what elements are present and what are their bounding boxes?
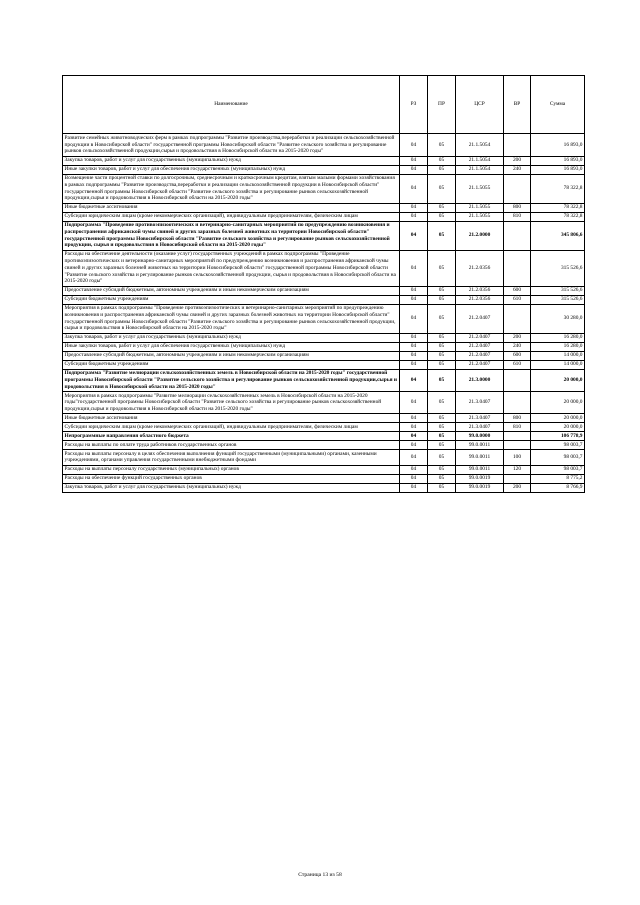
cell-pr: 05 — [428, 203, 456, 212]
cell-name: Субсидии юридическим лицам (кроме некоммерческих организаций), индивидуальным предпринимателям, физическим лицам — [63, 423, 400, 432]
cell-rz: 04 — [400, 391, 428, 413]
cell-sum: 16 280,0 — [531, 342, 585, 351]
table-row — [63, 474, 585, 483]
cell-vr — [504, 221, 531, 250]
table-row — [63, 391, 585, 413]
cell-rz: 04 — [400, 203, 428, 212]
cell-rz: 04 — [400, 465, 428, 474]
cell-vr — [504, 174, 531, 203]
cell-rz: 04 — [400, 360, 428, 369]
cell-pr: 05 — [428, 465, 456, 474]
cell-sum: 20 000,0 — [531, 423, 585, 432]
cell-csr: 21.3.0407 — [456, 423, 504, 432]
table-row — [63, 432, 585, 441]
cell-name: Закупка товаров, работ и услуг для государственных (муниципальных) нужд — [63, 156, 400, 165]
cell-rz: 04 — [400, 134, 428, 156]
table-row — [63, 134, 585, 156]
cell-csr: 21.2.0407 — [456, 360, 504, 369]
cell-sum: 345 806,6 — [531, 221, 585, 250]
cell-name: Предоставление субсидий бюджетным, автономным учреждениям и иным некоммерческим организациям — [63, 286, 400, 295]
table-row — [63, 360, 585, 369]
cell-sum: 20 000,0 — [531, 391, 585, 413]
cell-vr: 600 — [504, 286, 531, 295]
cell-vr — [504, 304, 531, 333]
table-row — [63, 174, 585, 203]
cell-csr: 21.2.0407 — [456, 342, 504, 351]
table-row — [63, 250, 585, 286]
cell-name: Расходы на обеспечение функций государственных органов — [63, 474, 400, 483]
cell-rz: 04 — [400, 212, 428, 221]
cell-sum: 20 000,0 — [531, 414, 585, 423]
cell-pr: 05 — [428, 351, 456, 360]
cell-rz: 04 — [400, 414, 428, 423]
cell-csr: 21.2.0000 — [456, 221, 504, 250]
cell-vr — [504, 474, 531, 483]
cell-vr: 100 — [504, 450, 531, 466]
cell-name: Субсидии бюджетным учреждениям — [63, 360, 400, 369]
cell-sum: 78 322,8 — [531, 174, 585, 203]
cell-sum: 315 526,6 — [531, 250, 585, 286]
cell-csr: 99.0.0011 — [456, 441, 504, 450]
cell-csr: 99.0.0011 — [456, 450, 504, 466]
cell-sum: 20 000,0 — [531, 369, 585, 391]
cell-csr: 21.1.5054 — [456, 134, 504, 156]
cell-name: Расходы на выплаты персоналу в целях обеспечения выполнения функций государственными (муниципальными) органами, казенными учреждениями, органами управления государственными внебюджетными фондами — [63, 450, 400, 466]
cell-rz: 04 — [400, 423, 428, 432]
cell-pr: 05 — [428, 450, 456, 466]
cell-pr: 05 — [428, 441, 456, 450]
cell-csr: 21.2.0356 — [456, 286, 504, 295]
cell-pr: 05 — [428, 342, 456, 351]
table-row — [63, 342, 585, 351]
cell-pr: 05 — [428, 250, 456, 286]
cell-name: Иные бюджетные ассигнования — [63, 203, 400, 212]
table-row — [63, 304, 585, 333]
cell-vr: 800 — [504, 203, 531, 212]
cell-name: Субсидии юридическим лицам (кроме некоммерческих организаций), индивидуальным предпринимателям, физическим лицам — [63, 212, 400, 221]
cell-csr: 21.1.5055 — [456, 174, 504, 203]
cell-pr: 05 — [428, 414, 456, 423]
cell-pr: 05 — [428, 360, 456, 369]
table-row — [63, 450, 585, 466]
table-row — [63, 465, 585, 474]
cell-sum: 16 893,0 — [531, 165, 585, 174]
cell-name: Мероприятия в рамках подпрограммы "Проведение противоэпизоотических и ветеринарно-санитарных мероприятий по предупреждению возникновения и распространения африканской чумы свиней и других заразных болезней животных на территории Новосибирской области" государственной программы Новосибирской области "Развитие сельского хозяйства и регулирование рынков сельскохозяйственной продукции, сырья и продовольствия в Новосибирской области на 2015-2020 годы" — [63, 304, 400, 333]
cell-vr — [504, 250, 531, 286]
cell-rz: 04 — [400, 342, 428, 351]
cell-sum: 8 766,9 — [531, 483, 585, 492]
cell-name: Субсидии бюджетным учреждениям — [63, 295, 400, 304]
cell-sum: 16 280,0 — [531, 333, 585, 342]
page-number: Страница 13 из 58 — [298, 872, 342, 878]
cell-csr: 99.0.0019 — [456, 483, 504, 492]
table-row — [63, 212, 585, 221]
cell-sum: 78 322,8 — [531, 203, 585, 212]
table-header-row — [63, 76, 585, 134]
cell-csr: 21.1.5054 — [456, 156, 504, 165]
cell-vr: 810 — [504, 212, 531, 221]
cell-sum: 16 893,0 — [531, 134, 585, 156]
cell-pr: 05 — [428, 174, 456, 203]
cell-name: Непрограммные направления областного бюджета — [63, 432, 400, 441]
cell-csr: 21.2.0407 — [456, 333, 504, 342]
cell-vr: 200 — [504, 156, 531, 165]
cell-vr — [504, 134, 531, 156]
cell-csr: 21.3.0407 — [456, 414, 504, 423]
cell-pr: 05 — [428, 423, 456, 432]
cell-pr: 05 — [428, 212, 456, 221]
budget-table — [62, 75, 585, 493]
cell-csr: 21.1.5055 — [456, 203, 504, 212]
cell-name: Иные бюджетные ассигнования — [63, 414, 400, 423]
table-row — [63, 423, 585, 432]
cell-vr: 200 — [504, 333, 531, 342]
cell-vr: 120 — [504, 465, 531, 474]
table-row — [63, 351, 585, 360]
cell-vr: 810 — [504, 423, 531, 432]
header-rz: РЗ — [400, 76, 428, 134]
cell-sum: 98 003,7 — [531, 465, 585, 474]
cell-vr: 240 — [504, 342, 531, 351]
cell-sum: 16 893,0 — [531, 156, 585, 165]
cell-pr: 05 — [428, 369, 456, 391]
cell-csr: 21.2.0407 — [456, 351, 504, 360]
cell-csr: 21.1.5054 — [456, 165, 504, 174]
cell-csr: 21.3.0000 — [456, 369, 504, 391]
cell-rz: 04 — [400, 304, 428, 333]
cell-name: Расходы на выплаты персоналу государственных (муниципальных) органов — [63, 465, 400, 474]
cell-pr: 05 — [428, 165, 456, 174]
cell-sum: 30 280,0 — [531, 304, 585, 333]
header-vr: ВР — [504, 76, 531, 134]
table-body — [63, 134, 585, 492]
cell-pr: 05 — [428, 156, 456, 165]
cell-sum: 78 322,8 — [531, 212, 585, 221]
cell-rz: 04 — [400, 156, 428, 165]
cell-pr: 05 — [428, 483, 456, 492]
cell-pr: 05 — [428, 134, 456, 156]
cell-pr: 05 — [428, 333, 456, 342]
cell-name: Подпрограмма "Развитие мелиорации сельскохозяйственных земель в Новосибирской области на 2015-2020 годы" государственной программы Новосибирской области "Развитие сельского хозяйства и регулирование рынков сельскохозяйственной продукции,сырья и продовольствия в Новосибирской области на 2015-2020 годы" — [63, 369, 400, 391]
cell-vr: 240 — [504, 165, 531, 174]
table-row — [63, 203, 585, 212]
cell-csr: 21.2.0356 — [456, 250, 504, 286]
cell-name: Закупка товаров, работ и услуг для государственных (муниципальных) нужд — [63, 333, 400, 342]
cell-vr — [504, 391, 531, 413]
cell-name: Иные закупки товаров, работ и услуг для обеспечения государственных (муниципальных) нужд — [63, 342, 400, 351]
cell-vr — [504, 432, 531, 441]
cell-rz: 04 — [400, 369, 428, 391]
cell-csr: 99.0.0011 — [456, 465, 504, 474]
cell-rz: 04 — [400, 450, 428, 466]
table-row — [63, 165, 585, 174]
cell-vr: 610 — [504, 360, 531, 369]
cell-pr: 05 — [428, 391, 456, 413]
cell-vr: 600 — [504, 351, 531, 360]
header-name: Наименование — [63, 76, 400, 134]
cell-pr: 05 — [428, 295, 456, 304]
cell-sum: 98 003,7 — [531, 450, 585, 466]
cell-csr: 21.2.0407 — [456, 304, 504, 333]
cell-sum: 8 775,2 — [531, 474, 585, 483]
cell-pr: 05 — [428, 474, 456, 483]
cell-csr: 99.0.0019 — [456, 474, 504, 483]
cell-rz: 04 — [400, 295, 428, 304]
cell-csr: 21.1.5055 — [456, 212, 504, 221]
cell-vr: 200 — [504, 483, 531, 492]
cell-rz: 04 — [400, 483, 428, 492]
header-sum: Сумма — [531, 76, 585, 134]
cell-rz: 04 — [400, 474, 428, 483]
cell-csr: 99.0.0000 — [456, 432, 504, 441]
cell-vr — [504, 369, 531, 391]
cell-name: Возмещение части процентной ставки по долгосрочным, среднесрочным и краткосрочным кредитам, взятым малыми формами хозяйствования в рамках подпрограммы "Развитие производства,переработки и реализации сельскохозяйственной продукции в Новосибирской области" государственной программы Новосибирской области "Развитие сельского хозяйства и регулирование рынков сельскохозяйственной продукции,сырья и продовольствия в Новосибирской области на 2015-2020 годы" — [63, 174, 400, 203]
cell-rz: 04 — [400, 250, 428, 286]
table-row — [63, 414, 585, 423]
table-row — [63, 286, 585, 295]
cell-name: Развитие семейных животноводческих ферм в рамках подпрограммы "Развитие производства,переработки и реализации сельскохозяйственной продукции в Новосибирской области" государственной программы Новосибирской области "Развитие сельского хозяйства и регулирование рынков сельскохозяйственной продукции,сырья и продовольствия в Новосибирской области на 2015-2020 годы" — [63, 134, 400, 156]
cell-sum: 98 003,7 — [531, 441, 585, 450]
cell-name: Иные закупки товаров, работ и услуг для обеспечения государственных (муниципальных) нужд — [63, 165, 400, 174]
header-pr: ПР — [428, 76, 456, 134]
cell-rz: 04 — [400, 174, 428, 203]
cell-rz: 04 — [400, 286, 428, 295]
cell-pr: 05 — [428, 286, 456, 295]
cell-csr: 21.3.0407 — [456, 391, 504, 413]
cell-vr: 610 — [504, 295, 531, 304]
cell-rz: 04 — [400, 333, 428, 342]
table-row — [63, 221, 585, 250]
table-row — [63, 483, 585, 492]
table-row — [63, 333, 585, 342]
cell-name: Расходы на обеспечение деятельности (оказание услуг) государственных учреждений в рамках подпрограммы "Проведение противоэпизоотических и ветеринарно-санитарных мероприятий по предупреждению возникновения и распространения африканской чумы свиней и других заразных болезней животных на территории Новосибирской области" государственной программы Новосибирской области "Развитие сельского хозяйства и регулирование рынков сельскохозяйственной продукции, сырья и продовольствия в Новосибирской области на 2015-2020 годы" — [63, 250, 400, 286]
table-row — [63, 369, 585, 391]
cell-sum: 315 526,6 — [531, 286, 585, 295]
cell-rz: 04 — [400, 441, 428, 450]
cell-name: Мероприятия в рамках подпрограммы "Развитие мелиорации сельскохозяйственных земель в Новосибирской области на 2015-2020 годы"государственной программы Новосибирской области "Развитие сельского хозяйства и регулирование рынков сельскохозяйственной продукции,сырья и продовольствия в Новосибирской области на 2015-2020 годы" — [63, 391, 400, 413]
cell-rz: 04 — [400, 221, 428, 250]
cell-csr: 21.2.0356 — [456, 295, 504, 304]
cell-pr: 05 — [428, 221, 456, 250]
cell-name: Предоставление субсидий бюджетным, автономным учреждениям и иным некоммерческим организациям — [63, 351, 400, 360]
cell-rz: 04 — [400, 351, 428, 360]
cell-sum: 14 000,0 — [531, 360, 585, 369]
table-row — [63, 441, 585, 450]
cell-rz: 04 — [400, 165, 428, 174]
table-row — [63, 156, 585, 165]
cell-pr: 05 — [428, 304, 456, 333]
cell-sum: 315 526,6 — [531, 295, 585, 304]
cell-sum: 106 778,9 — [531, 432, 585, 441]
table-row — [63, 295, 585, 304]
cell-name: Закупка товаров, работ и услуг для государственных (муниципальных) нужд — [63, 483, 400, 492]
cell-name: Расходы на выплаты по оплате труда работников государственных органов — [63, 441, 400, 450]
cell-vr: 800 — [504, 414, 531, 423]
cell-pr: 05 — [428, 432, 456, 441]
cell-rz: 04 — [400, 432, 428, 441]
cell-name: Подпрограмма "Проведение противоэпизоотических и ветеринарно-санитарных мероприятий по предупреждению возникновения и распространения африканской чумы свиней и других заразных болезней животных на территории Новосибирской области" государственной программы Новосибирской области "Развитие сельского хозяйства и регулирование рынков сельскохозяйственной продукции, сырья и продовольствия в Новосибирской области на 2015-2020 годы" — [63, 221, 400, 250]
cell-sum: 14 000,0 — [531, 351, 585, 360]
header-csr: ЦСР — [456, 76, 504, 134]
cell-vr — [504, 441, 531, 450]
